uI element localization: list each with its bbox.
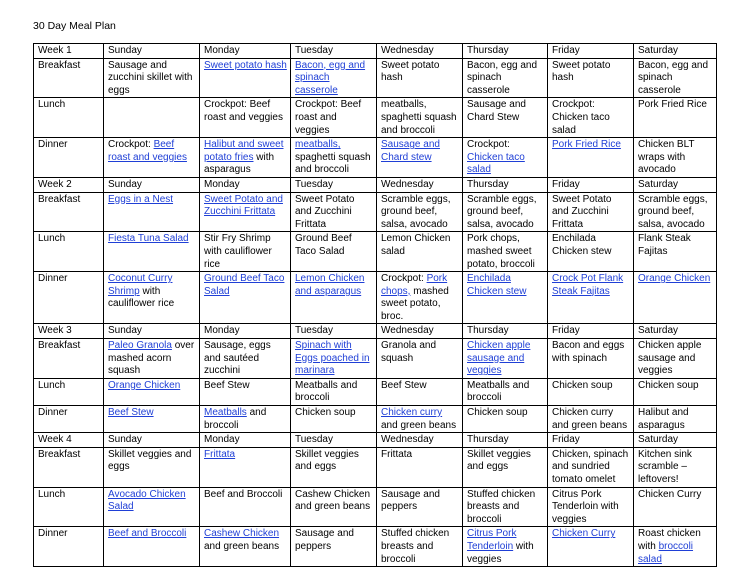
meal-cell (200, 44, 291, 59)
cell-text: Friday (552, 434, 580, 446)
meal-cell (291, 378, 377, 405)
cell-text: Sausage, eggs and sautéed zucchini (204, 340, 271, 377)
meal-cell (634, 378, 717, 405)
cell-text: Friday (552, 178, 580, 190)
meal-cell (104, 447, 200, 487)
row-label-cell (34, 58, 104, 98)
table-row (34, 447, 717, 487)
cell-text: Lunch (38, 488, 66, 500)
meal-cell (377, 192, 463, 232)
recipe-link[interactable]: Chicken apple sausage and veggies (467, 340, 531, 377)
meal-cell (634, 44, 717, 59)
meal-cell (200, 433, 291, 448)
cell-text: Crockpot: Beef roast and veggies (204, 99, 283, 123)
cell-text: Sweet potato hash (552, 59, 611, 84)
meal-cell (200, 378, 291, 405)
cell-text: Sweet Potato and Zucchini Frittata (295, 193, 355, 230)
meal-cell (200, 447, 291, 487)
meal-cell (548, 324, 634, 339)
meal-cell (104, 339, 200, 379)
meal-cell (104, 433, 200, 448)
row-label-cell (34, 487, 104, 527)
cell-text: Chicken, spinach and sundried tomato omelet (552, 448, 629, 485)
meal-cell (634, 138, 717, 178)
meal-cell (548, 44, 634, 59)
recipe-link[interactable]: Beef roast and veggies (108, 139, 187, 163)
meal-cell (634, 447, 717, 487)
meal-cell (377, 44, 463, 59)
table-row (34, 58, 717, 98)
table-row (34, 339, 717, 379)
cell-text: Cashew Chicken and green beans (295, 488, 371, 513)
recipe-link[interactable]: Eggs in a Nest (108, 193, 174, 205)
recipe-link[interactable]: Halibut and sweet potato fries (204, 139, 284, 163)
meal-cell (463, 232, 548, 272)
cell-text: Sunday (108, 325, 142, 337)
meal-cell (377, 232, 463, 272)
cell-text: Meatballs and broccoli (467, 379, 530, 404)
recipe-link[interactable]: Meatballs (204, 407, 247, 419)
meal-cell (463, 98, 548, 138)
cell-text: Friday (552, 325, 580, 337)
row-label-cell (34, 378, 104, 405)
meal-cell (200, 527, 291, 567)
meal-cell (200, 487, 291, 527)
meal-cell (548, 433, 634, 448)
recipe-link[interactable]: broccoli salad (638, 540, 694, 565)
meal-cell (463, 378, 548, 405)
meal-cell (104, 527, 200, 567)
meal-cell (291, 44, 377, 59)
meal-cell (377, 98, 463, 138)
row-label-cell (34, 192, 104, 232)
meal-cell (634, 433, 717, 448)
table-row (34, 138, 717, 178)
cell-text: Skillet veggies and eggs (467, 448, 531, 473)
recipe-link[interactable]: Sweet Potato and Zucchini Frittata (204, 193, 283, 218)
cell-text: Sausage and peppers (295, 528, 354, 552)
cell-text: with veggies (467, 540, 534, 565)
meal-cell (548, 406, 634, 433)
recipe-link[interactable]: Ground Beef Taco Salad (204, 273, 285, 297)
meal-cell (634, 487, 717, 527)
cell-text: Chicken BLT wraps with avocado (638, 139, 695, 176)
cell-text: Chicken curry and green beans (552, 407, 628, 431)
meal-cell (200, 339, 291, 379)
cell-text: Crockpot: (381, 273, 427, 285)
cell-text: Enchilada Chicken stew (552, 233, 612, 257)
cell-text: Bacon, egg and spinach casserole (638, 59, 709, 96)
meal-cell (291, 527, 377, 567)
meal-cell (104, 324, 200, 339)
meal-cell (463, 272, 548, 324)
meal-cell (463, 192, 548, 232)
cell-text: Pork Fried Rice (638, 99, 707, 111)
recipe-link[interactable]: Bacon, egg and spinach casserole (295, 59, 366, 96)
cell-text: Saturday (638, 45, 679, 56)
cell-text: and broccoli (204, 407, 267, 431)
meal-cell (291, 98, 377, 138)
table-row (34, 406, 717, 433)
recipe-link[interactable]: Chicken curry (381, 407, 443, 419)
meal-cell (200, 272, 291, 324)
page-title: 30 Day Meal Plan (33, 20, 116, 32)
meal-cell (463, 324, 548, 339)
cell-text: Saturday (638, 178, 679, 190)
cell-text: Breakfast (38, 448, 81, 460)
cell-text: Ground Beef Taco Salad (295, 233, 352, 257)
table-row (34, 433, 717, 448)
meal-cell (200, 406, 291, 433)
cell-text: with cauliflower rice (108, 285, 175, 310)
cell-text: Meatballs and broccoli (295, 379, 358, 404)
row-label-cell (34, 272, 104, 324)
cell-text: Chicken soup (552, 379, 613, 391)
meal-cell (548, 339, 634, 379)
meal-cell (291, 58, 377, 98)
cell-text: Monday (204, 325, 240, 337)
cell-text: Wednesday (381, 325, 434, 337)
meal-cell (200, 324, 291, 339)
cell-text: Saturday (638, 434, 679, 446)
cell-text: Frittata (381, 448, 413, 460)
recipe-link[interactable]: Lemon Chicken and asparagus (295, 273, 365, 297)
meal-cell (291, 324, 377, 339)
meal-cell (104, 487, 200, 527)
row-label-cell (34, 138, 104, 178)
cell-text: and green beans (204, 540, 280, 552)
cell-text: Monday (204, 178, 240, 190)
cell-text: Tuesday (295, 434, 333, 446)
table-row (34, 378, 717, 405)
table-row (34, 44, 717, 59)
meal-cell (634, 324, 717, 339)
cell-text: over mashed acorn squash (108, 340, 195, 377)
meal-cell (548, 272, 634, 324)
row-label-cell (34, 433, 104, 448)
recipe-link[interactable]: Frittata (204, 448, 236, 460)
meal-cell (463, 406, 548, 433)
meal-cell (104, 406, 200, 433)
meal-cell (377, 138, 463, 178)
meal-cell (291, 339, 377, 379)
meal-cell (104, 138, 200, 178)
meal-cell (200, 192, 291, 232)
recipe-link[interactable]: Paleo Granola (108, 340, 172, 352)
cell-text: Lunch (38, 99, 66, 111)
cell-text: Stuffed chicken breasts and broccoli (467, 488, 536, 525)
cell-text: Pork chops, mashed sweet potato, broccoli (467, 233, 535, 270)
meal-cell (104, 232, 200, 272)
meal-cell (104, 192, 200, 232)
recipe-link[interactable]: Cashew Chicken (204, 528, 280, 540)
cell-text: Breakfast (38, 193, 81, 205)
meal-cell (463, 487, 548, 527)
meal-cell (377, 378, 463, 405)
meal-cell (463, 138, 548, 178)
recipe-link[interactable]: Avocado Chicken Salad (108, 488, 186, 513)
cell-text: Scramble eggs, ground beef, salsa, avocado (638, 193, 708, 230)
meal-plan-table (33, 43, 717, 567)
meal-cell (200, 232, 291, 272)
row-label-cell (34, 98, 104, 138)
recipe-link[interactable]: Beef Stew (108, 407, 154, 419)
meal-cell (548, 177, 634, 192)
cell-text: Lunch (38, 233, 66, 245)
meal-plan-body (34, 44, 717, 567)
meal-cell (377, 487, 463, 527)
meal-cell (463, 339, 548, 379)
cell-text: Crockpot: (108, 139, 154, 151)
cell-text: Week 2 (38, 178, 72, 190)
meal-cell (291, 138, 377, 178)
cell-text: Thursday (467, 434, 509, 446)
cell-text: Stuffed chicken breasts and broccoli (381, 528, 450, 565)
meal-cell (548, 527, 634, 567)
cell-text: Wednesday (381, 178, 434, 190)
recipe-link[interactable]: Spinach with Eggs poached in marinara (295, 340, 370, 377)
recipe-link[interactable]: Chicken taco salad (467, 151, 525, 176)
meal-cell (200, 177, 291, 192)
cell-text: Kitchen sink scramble – leftovers! (638, 448, 692, 485)
cell-text: Scramble eggs, ground beef, salsa, avocado (467, 193, 537, 230)
cell-text: Sausage and peppers (381, 488, 440, 513)
recipe-link[interactable]: Coconut Curry Shrimp (108, 273, 173, 297)
recipe-link[interactable]: Chicken Curry (552, 528, 616, 540)
meal-cell (463, 58, 548, 98)
meal-cell (463, 447, 548, 487)
cell-text: Bacon and eggs with spinach (552, 340, 625, 364)
cell-text: Tuesday (295, 45, 333, 56)
meal-cell (291, 447, 377, 487)
meal-cell (548, 232, 634, 272)
recipe-link[interactable]: Sausage and Chard stew (381, 139, 440, 163)
meal-cell (548, 58, 634, 98)
cell-text: Dinner (38, 273, 68, 285)
meal-cell (291, 272, 377, 324)
cell-text: Citrus Pork Tenderloin with veggies (552, 488, 619, 525)
meal-cell (291, 433, 377, 448)
meal-cell (634, 527, 717, 567)
meal-cell (377, 177, 463, 192)
cell-text: Sausage and Chard Stew (467, 99, 526, 123)
cell-text: Tuesday (295, 178, 333, 190)
cell-text: Thursday (467, 178, 509, 190)
cell-text: Week 4 (38, 434, 72, 446)
cell-text: Breakfast (38, 340, 81, 352)
meal-cell (634, 232, 717, 272)
meal-cell (377, 527, 463, 567)
cell-text: Bacon, egg and spinach casserole (467, 59, 538, 96)
meal-cell (104, 177, 200, 192)
row-label-cell (34, 44, 104, 59)
cell-text: Stir Fry Shrimp with cauliflower rice (204, 233, 272, 270)
table-row (34, 527, 717, 567)
table-row (34, 232, 717, 272)
meal-cell (634, 272, 717, 324)
cell-text: Sweet Potato and Zucchini Frittata (552, 193, 612, 230)
recipe-link[interactable]: Enchilada Chicken stew (467, 273, 527, 297)
meal-cell (104, 272, 200, 324)
cell-text: Sunday (108, 434, 142, 446)
row-label-cell (34, 177, 104, 192)
recipe-link[interactable]: Crock Pot Flank Steak Fajitas (552, 273, 624, 297)
meal-cell (291, 487, 377, 527)
cell-text: Monday (204, 434, 240, 446)
cell-text: Sunday (108, 178, 142, 190)
table-row (34, 272, 717, 324)
table-row (34, 177, 717, 192)
row-label-cell (34, 527, 104, 567)
meal-cell (377, 324, 463, 339)
cell-text: Sweet potato hash (381, 59, 440, 84)
meal-cell (104, 98, 200, 138)
cell-text: Crockpot: (467, 139, 510, 151)
cell-text: Halibut and asparagus (638, 407, 689, 431)
recipe-link[interactable]: Pork Fried Rice (552, 139, 621, 151)
row-label-cell (34, 339, 104, 379)
cell-text: Sunday (108, 45, 142, 56)
cell-text: Chicken soup (467, 407, 528, 419)
meal-cell (463, 44, 548, 59)
cell-text: Flank Steak Fajitas (638, 233, 691, 257)
cell-text: Skillet veggies and eggs (108, 448, 192, 473)
recipe-link[interactable]: Beef and Broccoli (108, 528, 187, 540)
cell-text: Beef Stew (204, 379, 250, 391)
cell-text: Lemon Chicken salad (381, 233, 451, 257)
cell-text: mashed sweet potato, broc. (381, 285, 449, 322)
cell-text: and green beans (381, 419, 457, 431)
meal-cell (200, 138, 291, 178)
cell-text: Thursday (467, 325, 509, 337)
meal-cell (548, 447, 634, 487)
meal-cell (104, 44, 200, 59)
recipe-link[interactable]: Orange Chicken (638, 273, 711, 285)
meal-cell (200, 98, 291, 138)
table-row (34, 487, 717, 527)
cell-text: Beef Stew (381, 379, 427, 391)
cell-text: Dinner (38, 528, 68, 540)
cell-text: Lunch (38, 379, 66, 391)
table-row (34, 324, 717, 339)
cell-text: Chicken apple sausage and veggies (638, 340, 702, 377)
meal-cell (634, 58, 717, 98)
meal-cell (377, 433, 463, 448)
cell-text: Roast chicken with (638, 528, 701, 552)
cell-text: Friday (552, 45, 580, 56)
recipe-link[interactable]: Sweet potato hash (204, 59, 287, 71)
cell-text: Dinner (38, 139, 68, 151)
meal-cell (548, 487, 634, 527)
meal-cell (377, 339, 463, 379)
cell-text: Breakfast (38, 59, 81, 71)
cell-text: Scramble eggs, ground beef, salsa, avocado (381, 193, 451, 230)
cell-text: meatballs, spaghetti squash and broccoli (381, 99, 457, 136)
meal-cell (291, 192, 377, 232)
meal-cell (104, 378, 200, 405)
meal-cell (463, 433, 548, 448)
recipe-link[interactable]: Orange Chicken (108, 379, 181, 391)
meal-cell (377, 447, 463, 487)
meal-cell (104, 58, 200, 98)
meal-cell (463, 527, 548, 567)
cell-text: Crockpot: Chicken taco salad (552, 99, 610, 136)
cell-text: Chicken Curry (638, 488, 702, 500)
cell-text: Wednesday (381, 434, 434, 446)
cell-text: Week 1 (38, 45, 72, 56)
row-label-cell (34, 324, 104, 339)
meal-cell (634, 192, 717, 232)
cell-text: Tuesday (295, 325, 333, 337)
cell-text: Skillet veggies and eggs (295, 448, 359, 473)
meal-cell (548, 138, 634, 178)
cell-text: Granola and squash (381, 340, 437, 364)
row-label-cell (34, 232, 104, 272)
row-label-cell (34, 406, 104, 433)
meal-cell (377, 272, 463, 324)
meal-cell (200, 58, 291, 98)
meal-cell (377, 58, 463, 98)
meal-cell (634, 98, 717, 138)
meal-cell (634, 339, 717, 379)
meal-cell (291, 177, 377, 192)
recipe-link[interactable]: Fiesta Tuna Salad (108, 233, 189, 245)
meal-cell (548, 378, 634, 405)
cell-text: Chicken soup (295, 407, 356, 419)
cell-text: Crockpot: Beef roast and veggies (295, 99, 362, 136)
cell-text: Saturday (638, 325, 679, 337)
cell-text: Monday (204, 45, 240, 56)
recipe-link[interactable]: Citrus Pork Tenderloin (467, 528, 517, 552)
meal-cell (634, 406, 717, 433)
meal-cell (377, 406, 463, 433)
meal-cell (548, 192, 634, 232)
meal-cell (463, 177, 548, 192)
cell-text: Beef and Broccoli (204, 488, 283, 500)
cell-text: spaghetti squash and broccoli (295, 151, 371, 176)
table-row (34, 192, 717, 232)
cell-text: Dinner (38, 407, 68, 419)
cell-text: Week 3 (38, 325, 72, 337)
meal-cell (291, 232, 377, 272)
row-label-cell (34, 447, 104, 487)
cell-text: Sausage and zucchini skillet with eggs (108, 59, 193, 96)
meal-cell (634, 177, 717, 192)
cell-text: with asparagus (204, 151, 275, 176)
meal-cell (548, 98, 634, 138)
recipe-link[interactable]: meatballs, (295, 139, 341, 151)
cell-text: Thursday (467, 45, 509, 56)
cell-text: Wednesday (381, 45, 434, 56)
meal-cell (291, 406, 377, 433)
cell-text: Chicken soup (638, 379, 699, 391)
table-row (34, 98, 717, 138)
recipe-link[interactable]: Pork chops, (381, 273, 448, 297)
